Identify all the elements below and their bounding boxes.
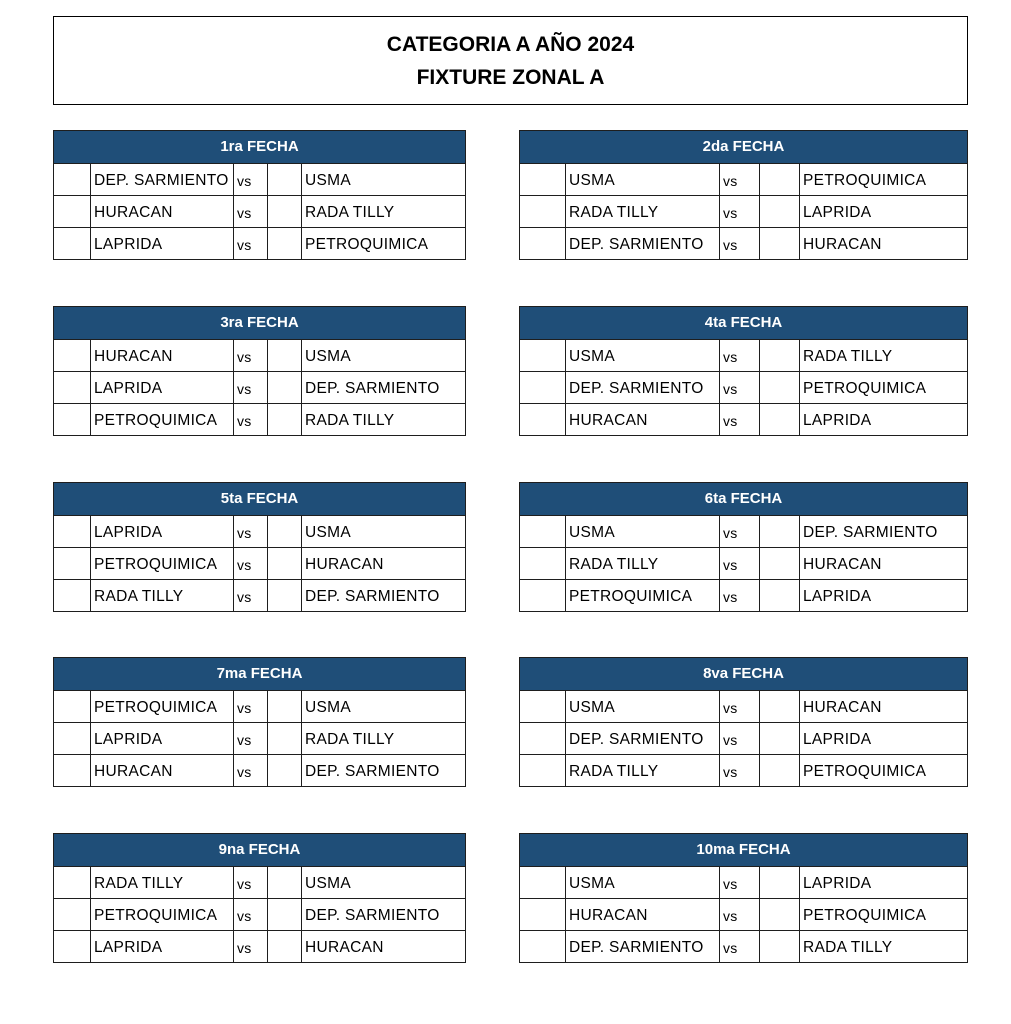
match-row bbox=[520, 755, 967, 787]
fecha-header: 9na FECHA bbox=[54, 834, 465, 867]
away-team: PETROQUIMICA bbox=[803, 380, 927, 397]
match-row bbox=[54, 196, 465, 228]
match-row bbox=[54, 931, 465, 963]
score-cell bbox=[268, 372, 302, 403]
score-cell bbox=[268, 755, 302, 787]
home-team: RADA TILLY bbox=[566, 548, 720, 579]
score-cell bbox=[268, 723, 302, 754]
away-team: DEP. SARMIENTO bbox=[305, 907, 440, 924]
home-team: RADA TILLY bbox=[91, 867, 234, 898]
match-index-cell bbox=[520, 867, 566, 898]
home-team: USMA bbox=[566, 164, 720, 195]
score-cell bbox=[268, 691, 302, 722]
match-index-cell bbox=[520, 580, 566, 612]
match-row bbox=[520, 196, 967, 228]
match-index-cell bbox=[520, 516, 566, 547]
away-team: PETROQUIMICA bbox=[803, 172, 927, 189]
vs-label: vs bbox=[234, 931, 268, 963]
match-index-cell bbox=[520, 691, 566, 722]
vs-label: vs bbox=[234, 580, 268, 612]
match-index-cell bbox=[520, 404, 566, 436]
document-title-box bbox=[53, 16, 968, 105]
away-team: DEP. SARMIENTO bbox=[305, 380, 440, 397]
score-cell bbox=[268, 340, 302, 371]
score-cell bbox=[760, 372, 800, 403]
fecha-header: 2da FECHA bbox=[520, 131, 967, 164]
score-cell bbox=[268, 164, 302, 195]
vs-label: vs bbox=[720, 548, 760, 579]
match-index-cell bbox=[520, 931, 566, 963]
away-team: RADA TILLY bbox=[305, 412, 395, 429]
match-row bbox=[54, 404, 465, 436]
match-row bbox=[54, 228, 465, 260]
score-cell bbox=[760, 548, 800, 579]
home-team: HURACAN bbox=[91, 196, 234, 227]
fecha-table bbox=[53, 657, 466, 787]
match-index-cell bbox=[520, 723, 566, 754]
away-team: HURACAN bbox=[305, 939, 384, 956]
vs-label: vs bbox=[720, 372, 760, 403]
vs-label: vs bbox=[720, 723, 760, 754]
vs-label: vs bbox=[234, 867, 268, 898]
vs-label: vs bbox=[720, 404, 760, 436]
fecha-table bbox=[519, 130, 968, 260]
vs-label: vs bbox=[234, 755, 268, 787]
score-cell bbox=[760, 755, 800, 787]
match-index-cell bbox=[54, 548, 91, 579]
match-row bbox=[54, 867, 465, 899]
home-team: HURACAN bbox=[91, 755, 234, 787]
away-team: USMA bbox=[305, 524, 351, 541]
score-cell bbox=[760, 867, 800, 898]
match-index-cell bbox=[54, 931, 91, 963]
match-row bbox=[520, 580, 967, 612]
away-team: RADA TILLY bbox=[305, 731, 395, 748]
away-team: USMA bbox=[305, 699, 351, 716]
vs-label: vs bbox=[234, 548, 268, 579]
away-team: LAPRIDA bbox=[803, 588, 872, 605]
vs-label: vs bbox=[720, 580, 760, 612]
match-index-cell bbox=[520, 548, 566, 579]
score-cell bbox=[268, 228, 302, 260]
score-cell bbox=[268, 548, 302, 579]
away-team: DEP. SARMIENTO bbox=[803, 524, 938, 541]
away-team: USMA bbox=[305, 172, 351, 189]
match-index-cell bbox=[520, 755, 566, 787]
away-team: USMA bbox=[305, 875, 351, 892]
home-team: DEP. SARMIENTO bbox=[91, 164, 234, 195]
match-index-cell bbox=[520, 372, 566, 403]
vs-label: vs bbox=[234, 372, 268, 403]
away-team: RADA TILLY bbox=[305, 204, 395, 221]
match-row bbox=[520, 340, 967, 372]
match-index-cell bbox=[54, 867, 91, 898]
vs-label: vs bbox=[720, 228, 760, 260]
home-team: RADA TILLY bbox=[91, 580, 234, 612]
score-cell bbox=[268, 931, 302, 963]
home-team: PETROQUIMICA bbox=[91, 548, 234, 579]
score-cell bbox=[760, 228, 800, 260]
vs-label: vs bbox=[234, 899, 268, 930]
match-index-cell bbox=[54, 372, 91, 403]
score-cell bbox=[760, 516, 800, 547]
match-row bbox=[54, 580, 465, 612]
score-cell bbox=[268, 580, 302, 612]
score-cell bbox=[268, 867, 302, 898]
away-team: LAPRIDA bbox=[803, 731, 872, 748]
match-row bbox=[54, 340, 465, 372]
vs-label: vs bbox=[234, 164, 268, 195]
match-row bbox=[520, 867, 967, 899]
match-row bbox=[520, 723, 967, 755]
match-index-cell bbox=[520, 899, 566, 930]
match-index-cell bbox=[520, 340, 566, 371]
match-row bbox=[520, 691, 967, 723]
fecha-table bbox=[53, 833, 466, 963]
fecha-table bbox=[519, 833, 968, 963]
vs-label: vs bbox=[234, 516, 268, 547]
away-team: PETROQUIMICA bbox=[803, 907, 927, 924]
fecha-header: 3ra FECHA bbox=[54, 307, 465, 340]
fecha-header: 6ta FECHA bbox=[520, 483, 967, 516]
away-team: DEP. SARMIENTO bbox=[305, 763, 440, 780]
match-row bbox=[520, 548, 967, 580]
fecha-header: 7ma FECHA bbox=[54, 658, 465, 691]
match-index-cell bbox=[54, 516, 91, 547]
home-team: DEP. SARMIENTO bbox=[566, 228, 720, 260]
vs-label: vs bbox=[234, 404, 268, 436]
vs-label: vs bbox=[720, 899, 760, 930]
score-cell bbox=[760, 931, 800, 963]
score-cell bbox=[760, 404, 800, 436]
match-index-cell bbox=[54, 196, 91, 227]
away-team: USMA bbox=[305, 348, 351, 365]
match-row bbox=[54, 516, 465, 548]
vs-label: vs bbox=[720, 691, 760, 722]
fecha-header: 4ta FECHA bbox=[520, 307, 967, 340]
score-cell bbox=[760, 340, 800, 371]
match-row bbox=[54, 372, 465, 404]
score-cell bbox=[760, 164, 800, 195]
vs-label: vs bbox=[720, 164, 760, 195]
vs-label: vs bbox=[234, 691, 268, 722]
match-index-cell bbox=[520, 164, 566, 195]
match-row bbox=[54, 691, 465, 723]
vs-label: vs bbox=[234, 196, 268, 227]
fecha-header: 5ta FECHA bbox=[54, 483, 465, 516]
fecha-table bbox=[519, 657, 968, 787]
match-row bbox=[520, 164, 967, 196]
home-team: PETROQUIMICA bbox=[91, 691, 234, 722]
vs-label: vs bbox=[720, 755, 760, 787]
home-team: DEP. SARMIENTO bbox=[566, 931, 720, 963]
match-index-cell bbox=[54, 164, 91, 195]
match-index-cell bbox=[520, 228, 566, 260]
away-team: LAPRIDA bbox=[803, 412, 872, 429]
fecha-table bbox=[53, 482, 466, 612]
home-team: LAPRIDA bbox=[91, 228, 234, 260]
fecha-table bbox=[519, 482, 968, 612]
document-title: CATEGORIA A AÑO 2024 bbox=[386, 32, 635, 56]
away-team: PETROQUIMICA bbox=[305, 236, 429, 253]
home-team: USMA bbox=[566, 867, 720, 898]
away-team: HURACAN bbox=[803, 556, 882, 573]
score-cell bbox=[760, 723, 800, 754]
match-index-cell bbox=[54, 899, 91, 930]
match-row bbox=[54, 548, 465, 580]
away-team: PETROQUIMICA bbox=[803, 763, 927, 780]
home-team: DEP. SARMIENTO bbox=[566, 372, 720, 403]
fecha-header: 1ra FECHA bbox=[54, 131, 465, 164]
vs-label: vs bbox=[720, 196, 760, 227]
home-team: USMA bbox=[566, 516, 720, 547]
vs-label: vs bbox=[234, 228, 268, 260]
match-row bbox=[54, 723, 465, 755]
away-team: LAPRIDA bbox=[803, 875, 872, 892]
fecha-table bbox=[519, 306, 968, 436]
match-row bbox=[520, 931, 967, 963]
match-index-cell bbox=[54, 755, 91, 787]
vs-label: vs bbox=[720, 931, 760, 963]
match-row bbox=[54, 164, 465, 196]
match-index-cell bbox=[54, 404, 91, 436]
score-cell bbox=[760, 691, 800, 722]
match-index-cell bbox=[54, 723, 91, 754]
home-team: PETROQUIMICA bbox=[91, 899, 234, 930]
score-cell bbox=[268, 516, 302, 547]
away-team: HURACAN bbox=[305, 556, 384, 573]
vs-label: vs bbox=[720, 340, 760, 371]
match-row bbox=[520, 516, 967, 548]
home-team: HURACAN bbox=[566, 404, 720, 436]
match-index-cell bbox=[54, 228, 91, 260]
match-row bbox=[520, 228, 967, 260]
match-index-cell bbox=[54, 691, 91, 722]
home-team: RADA TILLY bbox=[566, 755, 720, 787]
home-team: DEP. SARMIENTO bbox=[566, 723, 720, 754]
home-team: PETROQUIMICA bbox=[566, 580, 720, 612]
match-row bbox=[520, 899, 967, 931]
home-team: LAPRIDA bbox=[91, 372, 234, 403]
away-team: LAPRIDA bbox=[803, 204, 872, 221]
vs-label: vs bbox=[234, 340, 268, 371]
home-team: LAPRIDA bbox=[91, 723, 234, 754]
match-index-cell bbox=[54, 580, 91, 612]
fecha-header: 8va FECHA bbox=[520, 658, 967, 691]
away-team: HURACAN bbox=[803, 699, 882, 716]
score-cell bbox=[268, 404, 302, 436]
away-team: RADA TILLY bbox=[803, 348, 893, 365]
home-team: USMA bbox=[566, 691, 720, 722]
fecha-header: 10ma FECHA bbox=[520, 834, 967, 867]
home-team: USMA bbox=[566, 340, 720, 371]
away-team: RADA TILLY bbox=[803, 939, 893, 956]
match-index-cell bbox=[54, 340, 91, 371]
score-cell bbox=[760, 580, 800, 612]
score-cell bbox=[760, 196, 800, 227]
home-team: PETROQUIMICA bbox=[91, 404, 234, 436]
score-cell bbox=[760, 899, 800, 930]
away-team: DEP. SARMIENTO bbox=[305, 588, 440, 605]
fecha-table bbox=[53, 306, 466, 436]
vs-label: vs bbox=[720, 516, 760, 547]
home-team: HURACAN bbox=[91, 340, 234, 371]
match-row bbox=[54, 899, 465, 931]
vs-label: vs bbox=[234, 723, 268, 754]
home-team: RADA TILLY bbox=[566, 196, 720, 227]
match-row bbox=[54, 755, 465, 787]
match-index-cell bbox=[520, 196, 566, 227]
vs-label: vs bbox=[720, 867, 760, 898]
score-cell bbox=[268, 899, 302, 930]
match-row bbox=[520, 372, 967, 404]
match-row bbox=[520, 404, 967, 436]
score-cell bbox=[268, 196, 302, 227]
home-team: LAPRIDA bbox=[91, 931, 234, 963]
document-subtitle: FIXTURE ZONAL A bbox=[416, 65, 605, 89]
home-team: LAPRIDA bbox=[91, 516, 234, 547]
fecha-table bbox=[53, 130, 466, 260]
away-team: HURACAN bbox=[803, 236, 882, 253]
home-team: HURACAN bbox=[566, 899, 720, 930]
